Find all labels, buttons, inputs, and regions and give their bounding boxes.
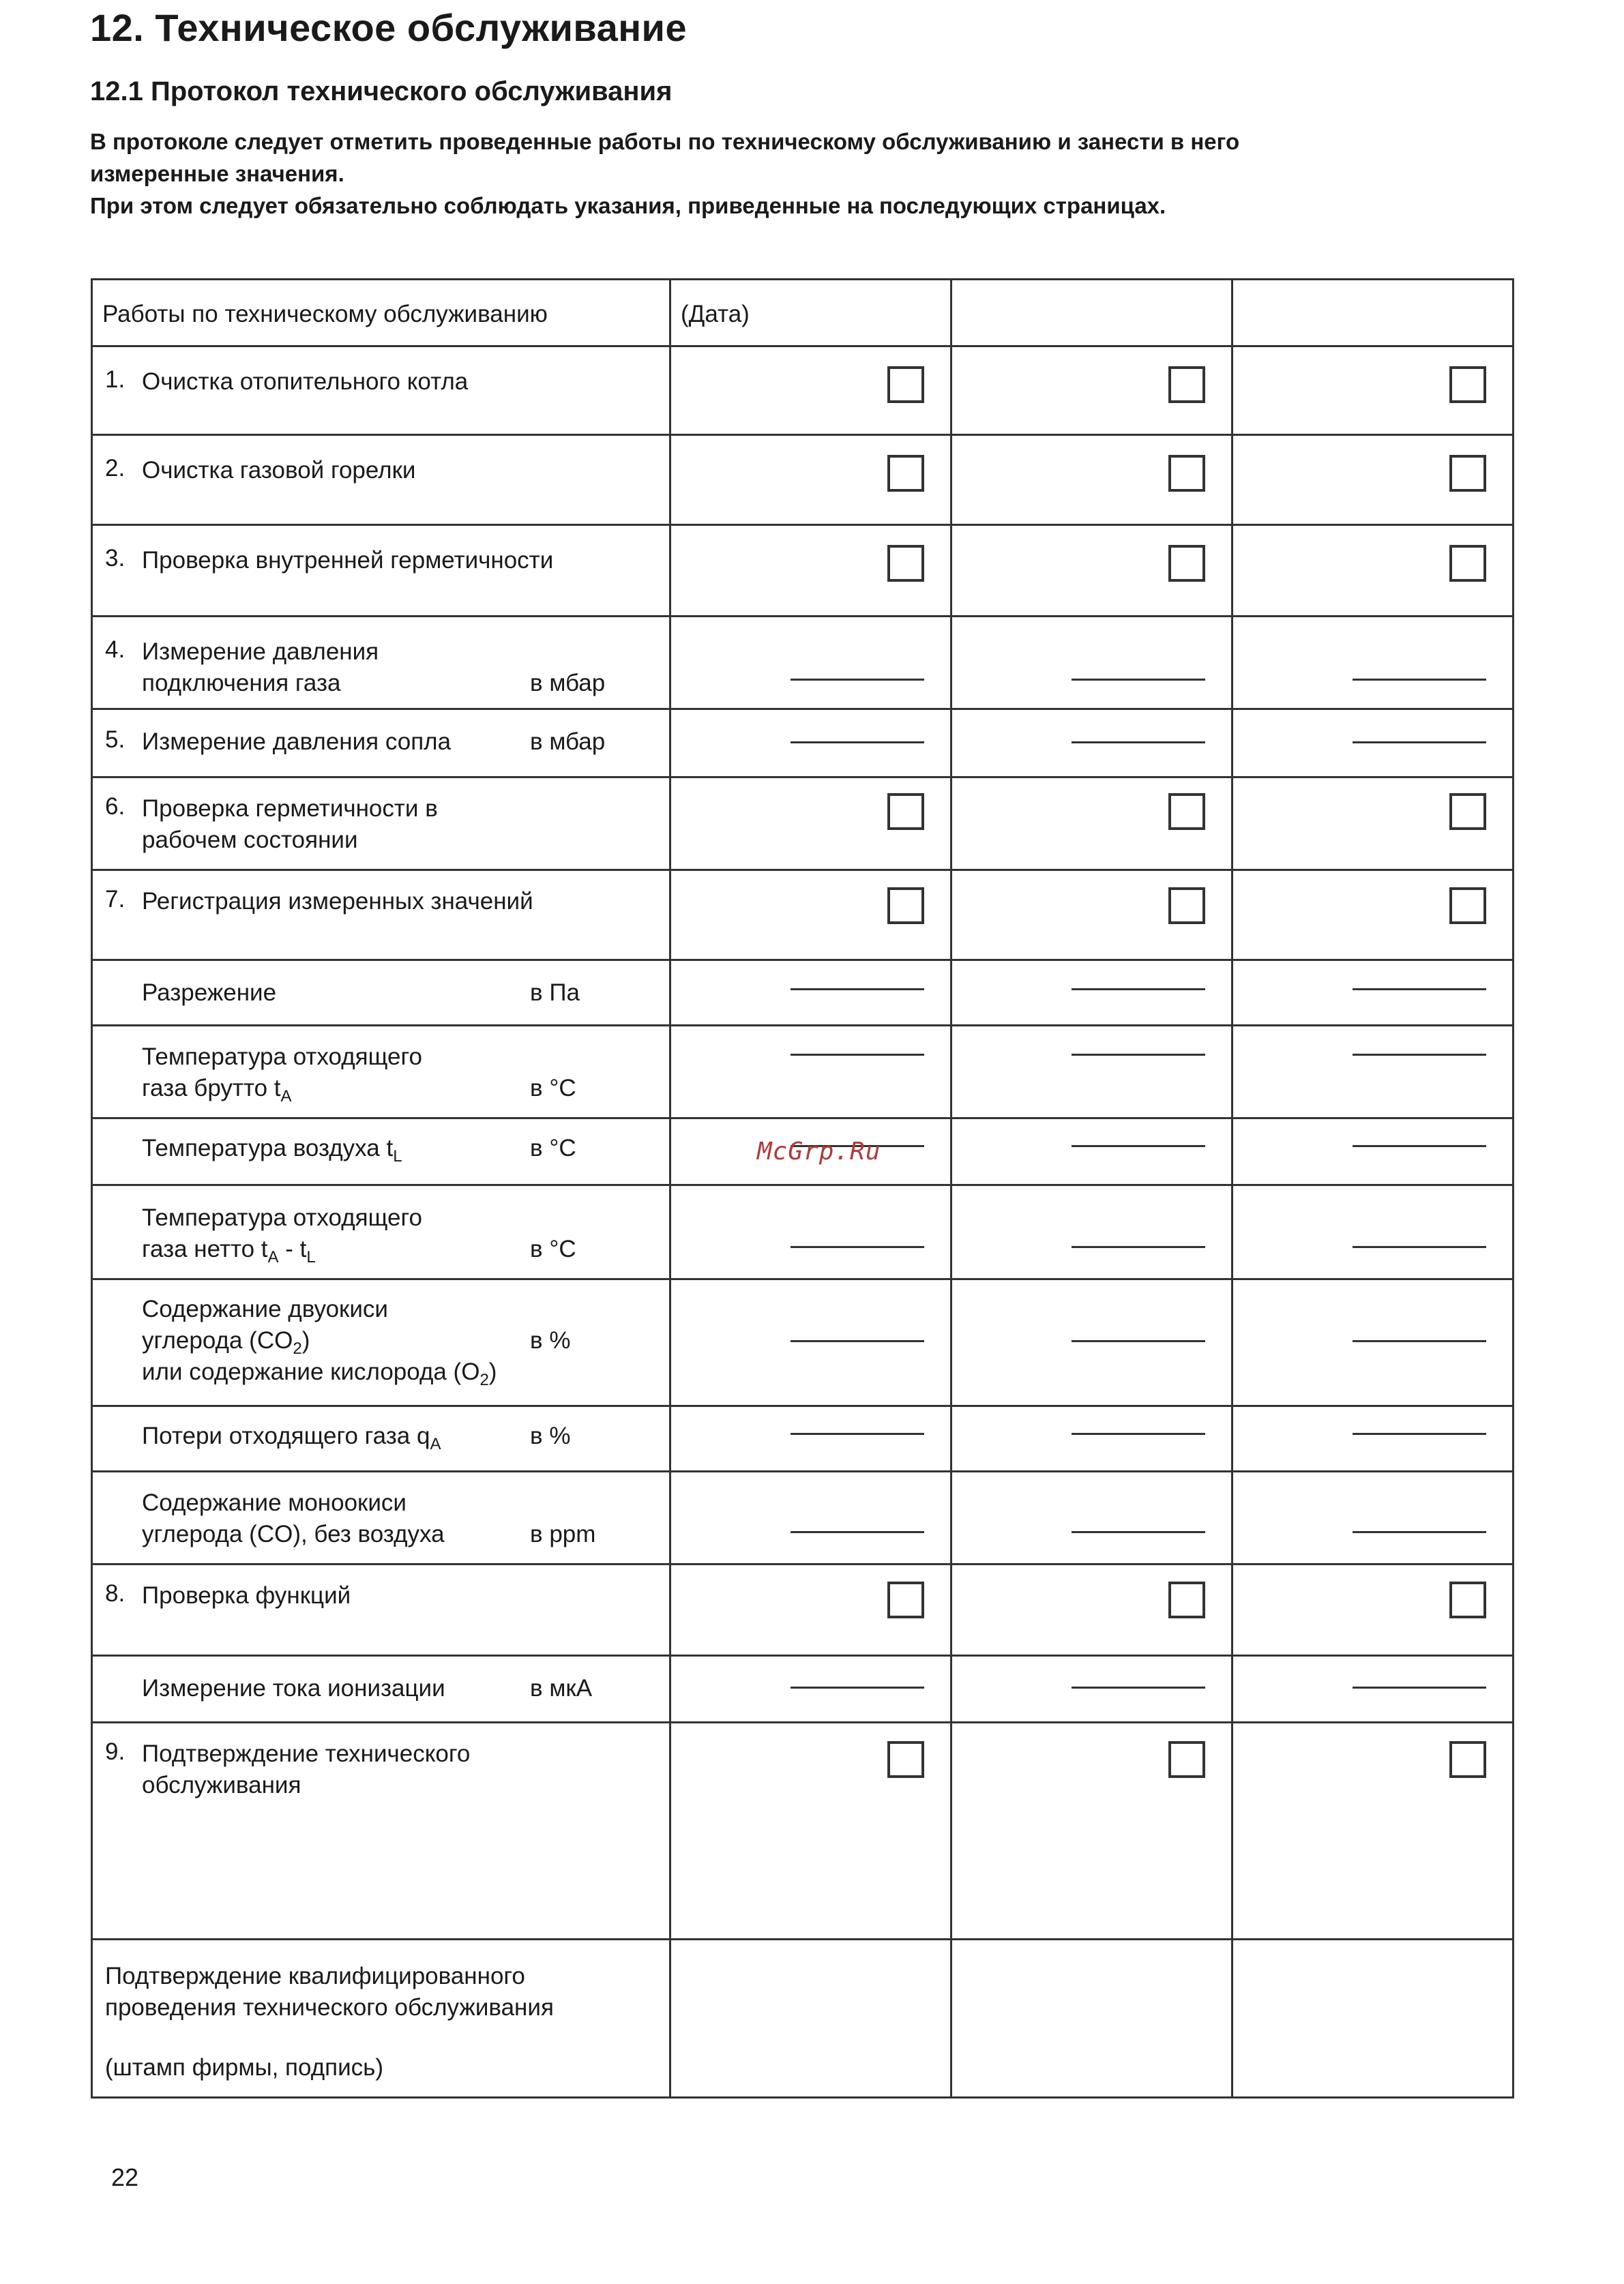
row-unit: в % (530, 1327, 571, 1354)
table-row (92, 1656, 1514, 1723)
row-label: Температура отходящего газа нетто $t_A - t_L$ (142, 1204, 422, 1266)
table-row (92, 709, 1514, 777)
row-number: 1. (105, 366, 126, 393)
value-entry-line[interactable] (791, 988, 924, 990)
value-entry-line[interactable] (1353, 1687, 1486, 1689)
row-unit: в мкА (530, 1675, 593, 1702)
value-entry-line[interactable] (1353, 1054, 1486, 1056)
row-label: Содержание двуокиси углерода $(CO_2)$ или содержание кислорода $(O_2)$ (142, 1296, 497, 1389)
value-entry-line[interactable] (1353, 1246, 1486, 1248)
table-row (92, 1406, 1514, 1472)
row-number: 8. (105, 1580, 126, 1607)
signature-cell[interactable] (1232, 1940, 1514, 2098)
signature-cell[interactable] (670, 1940, 951, 2098)
table-row (92, 617, 1514, 709)
stamp-signature-label: (штамп фирмы, подпись) (105, 2054, 384, 2081)
row-label: Содержание моноокиси углерода (CO), без воздуха (142, 1489, 445, 1547)
table-row (92, 1472, 1514, 1564)
row-number: 9. (105, 1738, 126, 1765)
checkbox[interactable] (1168, 455, 1205, 492)
value-entry-line[interactable] (791, 1433, 924, 1435)
value-entry-line[interactable] (791, 1246, 924, 1248)
checkbox[interactable] (1449, 1582, 1486, 1618)
checkbox[interactable] (887, 793, 924, 830)
row-unit: в мбар (530, 728, 606, 755)
value-entry-line[interactable] (791, 1687, 924, 1689)
row-number: 6. (105, 793, 126, 820)
value-entry-line[interactable] (1072, 1246, 1205, 1248)
intro-line-1: В протоколе следует отметить проведенные работы по техническому обслуживанию и занести в него (90, 129, 1240, 154)
row-unit: в ppm (530, 1521, 596, 1547)
table-row (92, 1564, 1514, 1656)
checkbox[interactable] (887, 366, 924, 403)
row-label: Разрежение (142, 979, 277, 1006)
value-entry-line[interactable] (1353, 1531, 1486, 1533)
row-unit: в Па (530, 979, 580, 1006)
maintenance-protocol-table (91, 278, 1514, 2098)
row-unit: в % (530, 1423, 571, 1449)
value-entry-line[interactable] (1353, 988, 1486, 990)
intro-line-2: измеренные значения. (90, 161, 344, 186)
table-row (92, 777, 1514, 870)
value-entry-line[interactable] (1072, 1687, 1205, 1689)
page-number: 22 (111, 2163, 139, 2191)
value-entry-line[interactable] (1072, 1433, 1205, 1435)
value-entry-line[interactable] (1072, 988, 1205, 990)
value-entry-line[interactable] (1353, 1145, 1486, 1147)
table-row (92, 1279, 1514, 1406)
row-number: 2. (105, 455, 126, 481)
header-date-cell-2[interactable] (951, 280, 1232, 346)
value-entry-line[interactable] (791, 1340, 924, 1342)
section-title: 12.1 Протокол технического обслуживания (90, 76, 673, 106)
checkbox[interactable] (1449, 545, 1486, 582)
header-works-cell (92, 280, 670, 346)
signature-cell[interactable] (951, 1940, 1232, 2098)
table-header-row (92, 280, 1514, 346)
checkbox[interactable] (1168, 366, 1205, 403)
row-number: 7. (105, 886, 126, 913)
row-label: Измерение давления подключения газа (142, 638, 379, 696)
table-row (92, 346, 1514, 435)
table-row (92, 1723, 1514, 1940)
row-unit: в мбар (530, 670, 606, 696)
row-unit: в °C (530, 1075, 576, 1101)
checkbox[interactable] (1449, 366, 1486, 403)
watermark: McGrp.Ru (757, 1138, 881, 1166)
intro-text (90, 125, 1454, 222)
table-row (92, 960, 1514, 1026)
value-entry-line[interactable] (791, 741, 924, 743)
checkbox[interactable] (1168, 545, 1205, 582)
row-unit: в °C (530, 1135, 576, 1161)
checkbox[interactable] (1449, 887, 1486, 924)
confirmation-row (92, 1940, 1514, 2098)
value-entry-line[interactable] (1072, 1531, 1205, 1533)
checkbox[interactable] (887, 1741, 924, 1778)
value-entry-line[interactable] (1072, 1054, 1205, 1056)
row-label: Температура отходящего газа брутто $t_A$ (142, 1043, 422, 1106)
value-entry-line[interactable] (1353, 1433, 1486, 1435)
row-label: Регистрация измеренных значений (142, 888, 533, 915)
table-row (92, 870, 1514, 960)
row-label: Проверка герметичности в рабочем состоянии (142, 795, 438, 853)
row-label: Температура воздуха $t_L$ (142, 1135, 402, 1166)
checkbox[interactable] (887, 887, 924, 924)
value-entry-line[interactable] (1353, 741, 1486, 743)
value-entry-line[interactable] (1072, 1340, 1205, 1342)
value-entry-line[interactable] (791, 1054, 924, 1056)
header-date-label: (Дата) (681, 301, 750, 327)
value-entry-line[interactable] (1072, 679, 1205, 681)
row-number: 4. (105, 636, 126, 663)
confirmation-label: Подтверждение квалифицированного проведения технического обслуживания (штамп фирмы, подпись) (105, 1963, 554, 2081)
row-label: Подтверждение технического обслуживания (142, 1740, 471, 1798)
checkbox[interactable] (1168, 793, 1205, 830)
checkbox[interactable] (1449, 455, 1486, 492)
value-entry-line[interactable] (791, 679, 924, 681)
table-row (92, 435, 1514, 525)
checkbox[interactable] (1168, 887, 1205, 924)
row-number: 3. (105, 545, 126, 572)
row-number: 5. (105, 726, 126, 753)
table-row (92, 1185, 1514, 1279)
page-title: 12. Техническое обслуживание (90, 6, 688, 49)
value-entry-line[interactable] (1072, 741, 1205, 743)
row-unit: в °C (530, 1236, 576, 1262)
checkbox[interactable] (1168, 1582, 1205, 1618)
header-date-cell-3[interactable] (1232, 280, 1514, 346)
value-entry-line[interactable] (1353, 679, 1486, 681)
value-entry-line[interactable] (791, 1531, 924, 1533)
checkbox[interactable] (1168, 1741, 1205, 1778)
value-entry-line[interactable] (1072, 1145, 1205, 1147)
row-label: Измерение давления сопла (142, 728, 452, 755)
checkbox[interactable] (887, 1582, 924, 1618)
header-date-cell[interactable] (670, 280, 951, 346)
checkbox[interactable] (887, 545, 924, 582)
table-row (92, 525, 1514, 617)
row-label: Очистка отопительного котла (142, 368, 469, 395)
value-entry-line[interactable] (1353, 1340, 1486, 1342)
row-label: Измерение тока ионизации (142, 1675, 445, 1702)
checkbox[interactable] (1449, 1741, 1486, 1778)
header-works-label: Работы по техническому обслуживанию (102, 301, 548, 327)
checkbox[interactable] (887, 455, 924, 492)
row-label: Потери отходящего газа $q_A$ (142, 1423, 441, 1453)
row-label: Проверка функций (142, 1582, 351, 1609)
intro-line-3: При этом следует обязательно соблюдать указания, приведенные на последующих страницах. (90, 193, 1166, 218)
row-label: Проверка внутренней герметичности (142, 547, 554, 574)
table-row (92, 1026, 1514, 1118)
row-label: Очистка газовой горелки (142, 457, 416, 484)
checkbox[interactable] (1449, 793, 1486, 830)
